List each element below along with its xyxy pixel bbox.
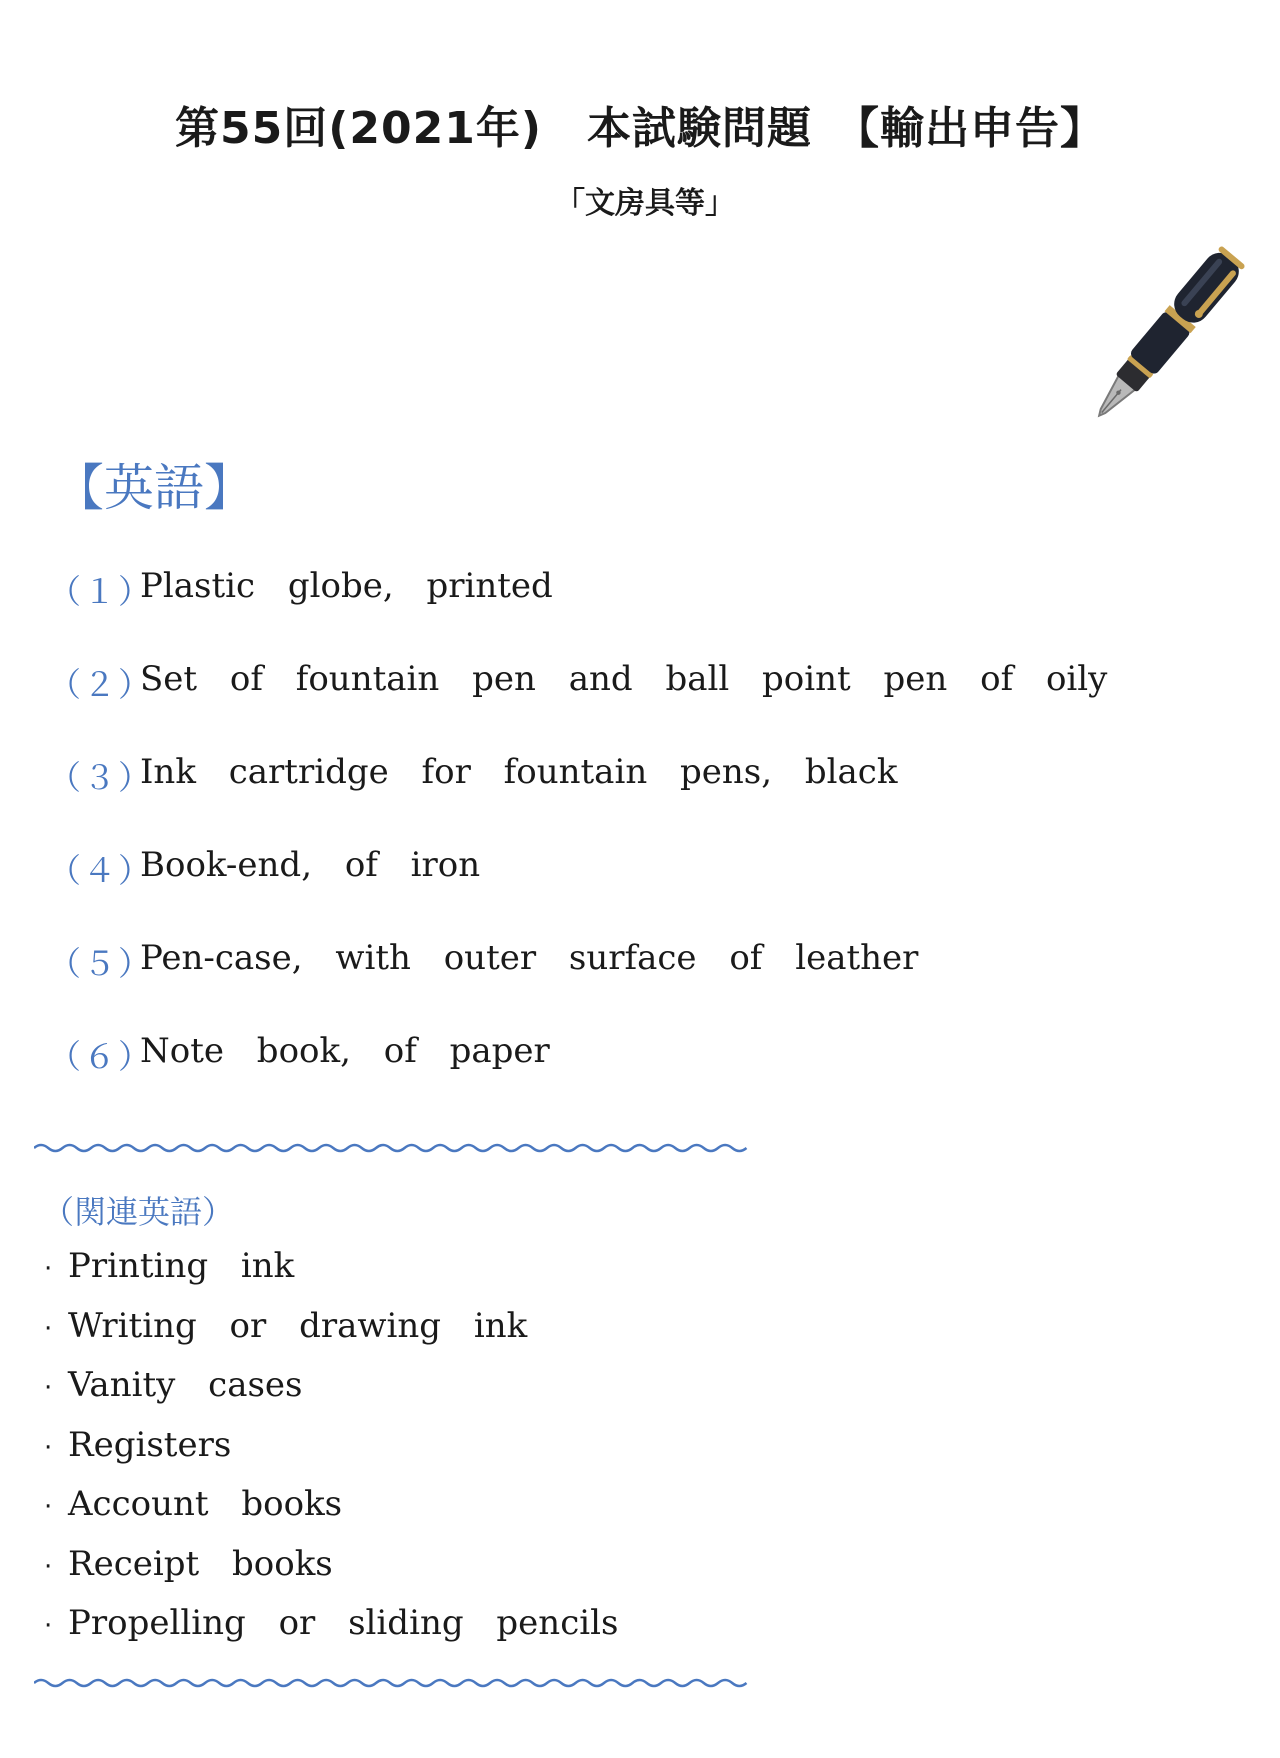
list-item [44,1425,618,1485]
list-item [48,659,1107,752]
item-text: Set of fountain pen and ball point pen of oily [140,659,1108,699]
list-item [48,1031,1107,1124]
related-term-text: Writing or drawing ink [68,1305,528,1346]
related-term-text: Printing ink [68,1246,295,1286]
bullet: · [44,1373,53,1403]
list-item [44,1603,618,1663]
wavy-divider-bottom [34,1673,754,1693]
item-number: （１） [48,572,153,611]
fountain-pen-icon [1080,228,1250,438]
related-term-text: Receipt books [68,1543,333,1584]
related-term-text: Vanity cases [68,1365,303,1405]
item-text: Pen-case, with outer surface of leather [140,938,919,978]
list-item [44,1484,618,1544]
page-title: 第55回(2021年) 本試験問題 【輸出申告】 [175,103,1105,154]
list-item [44,1246,618,1306]
list-item [44,1306,618,1366]
item-number: （３） [48,758,153,797]
bullet: · [44,1313,53,1344]
list-item [48,752,1107,845]
item-text: Note book, of paper [140,1031,550,1071]
wavy-divider-top [34,1138,754,1158]
bullet: · [44,1254,53,1284]
item-text: Plastic globe, printed [140,566,553,606]
related-term-text: Propelling or sliding pencils [68,1603,619,1643]
item-number: （６） [48,1037,153,1076]
bullet: · [44,1611,53,1641]
page-subtitle: 「文房具等」 [555,186,735,221]
section-heading-english: 【英語】 [54,459,254,517]
list-item [44,1365,618,1425]
list-item [48,845,1107,938]
related-term-text: Registers [68,1424,232,1465]
item-number: （５） [48,944,153,983]
item-text: Ink cartridge for fountain pens, black [140,752,898,792]
bullet: · [44,1432,53,1463]
item-number: （４） [48,851,153,890]
related-terms-list [44,1246,618,1663]
item-number: （２） [48,665,153,704]
question-list [48,566,1107,1124]
list-item [48,566,1107,659]
related-term-text: Account books [68,1484,343,1524]
list-item [48,938,1107,1031]
item-text: Book-end, of iron [140,845,481,885]
related-terms-heading: （関連英語） [42,1193,235,1231]
bullet: · [44,1551,53,1582]
list-item [44,1544,618,1604]
bullet: · [44,1492,53,1522]
